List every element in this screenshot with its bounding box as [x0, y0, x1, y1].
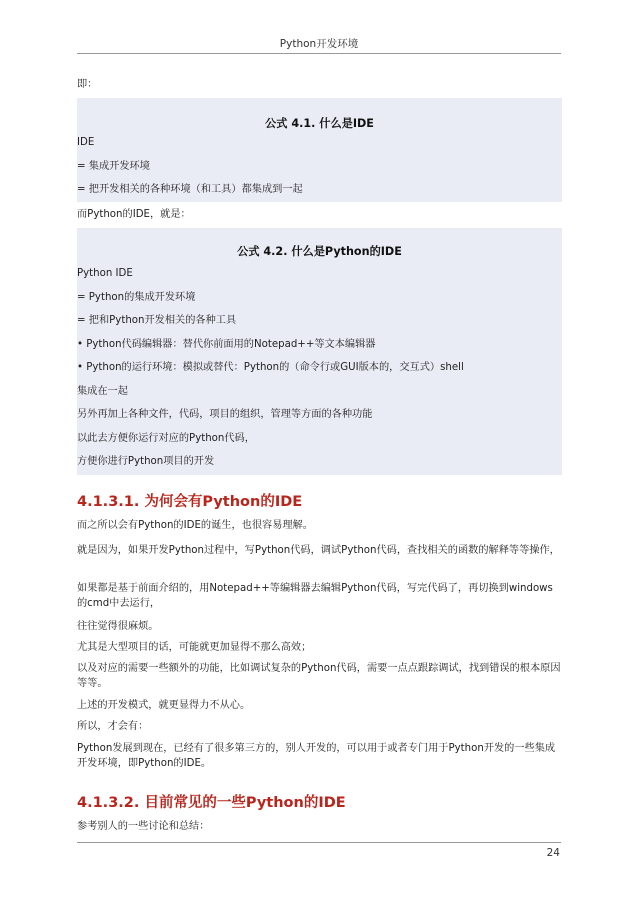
section-1-paragraph: Python发展到现在，已经有了很多第三方的，别人开发的，可以用于或者专门用于Python开发的一些集成开发环境，即Python的IDE。: [77, 743, 556, 769]
header-title: Python开发环境: [279, 38, 359, 50]
formula-1-line: = 集成开发环境: [77, 161, 150, 172]
section-2-paragraph: 参考别人的一些讨论和总结：: [77, 821, 210, 832]
formula-1-line: = 把开发相关的各种环境（和工具）都集成到一起: [77, 184, 303, 195]
formula-2-line: 方便你进行Python项目的开发: [77, 456, 215, 467]
formula-2-line: 另外再加上各种文件，代码，项目的组织，管理等方面的各种功能: [77, 409, 373, 420]
section-1-paragraph: 如果都是基于前面介绍的，用Notepad++等编辑器去编辑Python代码，写完代码了，再切换到windows的cmd中去运行，: [77, 583, 553, 609]
formula-2-bullet: • Python的运行环境：模拟或替代：Python的（命令行或GUI版本的，交互式）shell: [77, 362, 464, 373]
formula-2-line: 以此去方便你运行对应的Python代码，: [77, 433, 255, 444]
formula-2-title: 公式 4.2. 什么是Python的IDE: [237, 245, 402, 258]
section-1-paragraph: 而之所以会有Python的IDE的诞生，也很容易理解。: [77, 520, 313, 531]
formula-box-2: [77, 228, 562, 475]
footer-rule: [77, 842, 561, 843]
page-number: 24: [546, 847, 560, 859]
section-1-paragraph: 所以，才会有：: [77, 721, 149, 732]
formula-2-line: = 把和Python开发相关的各种工具: [77, 315, 237, 326]
section-1-paragraph: 往往觉得很麻烦。: [77, 621, 159, 632]
section-1-paragraph: 就是因为，如果开发Python过程中，写Python代码，调试Python代码，查找相关的函数的解释等等操作，: [77, 545, 560, 556]
formula-2-line: = Python的集成开发环境: [77, 292, 196, 303]
formula-box-1: [77, 98, 562, 202]
section-1-paragraph: 上述的开发模式，就更显得力不从心。: [77, 700, 251, 711]
formula-2-line: 集成在一起: [77, 386, 128, 397]
formula-1-line: IDE: [77, 137, 95, 148]
between-text: 而Python的IDE，就是：: [77, 209, 191, 220]
header-rule: [77, 53, 561, 54]
formula-2-line: Python IDE: [77, 268, 133, 279]
section-1-paragraph: 尤其是大型项目的话，可能就更加显得不那么高效；: [77, 642, 312, 653]
intro-text: 即：: [77, 79, 98, 90]
section-1-paragraph: 以及对应的需要一些额外的功能，比如调试复杂的Python代码，需要一点点跟踪调试，找到错误的根本原因等等。: [77, 663, 561, 689]
section-1-heading: 4.1.3.1. 为何会有Python的IDE: [77, 494, 303, 510]
section-2-heading: 4.1.3.2. 目前常见的一些Python的IDE: [77, 795, 346, 811]
formula-1-title: 公式 4.1. 什么是IDE: [265, 117, 374, 130]
formula-2-bullet: • Python代码编辑器：替代你前面用的Notepad++等文本编辑器: [77, 339, 376, 350]
